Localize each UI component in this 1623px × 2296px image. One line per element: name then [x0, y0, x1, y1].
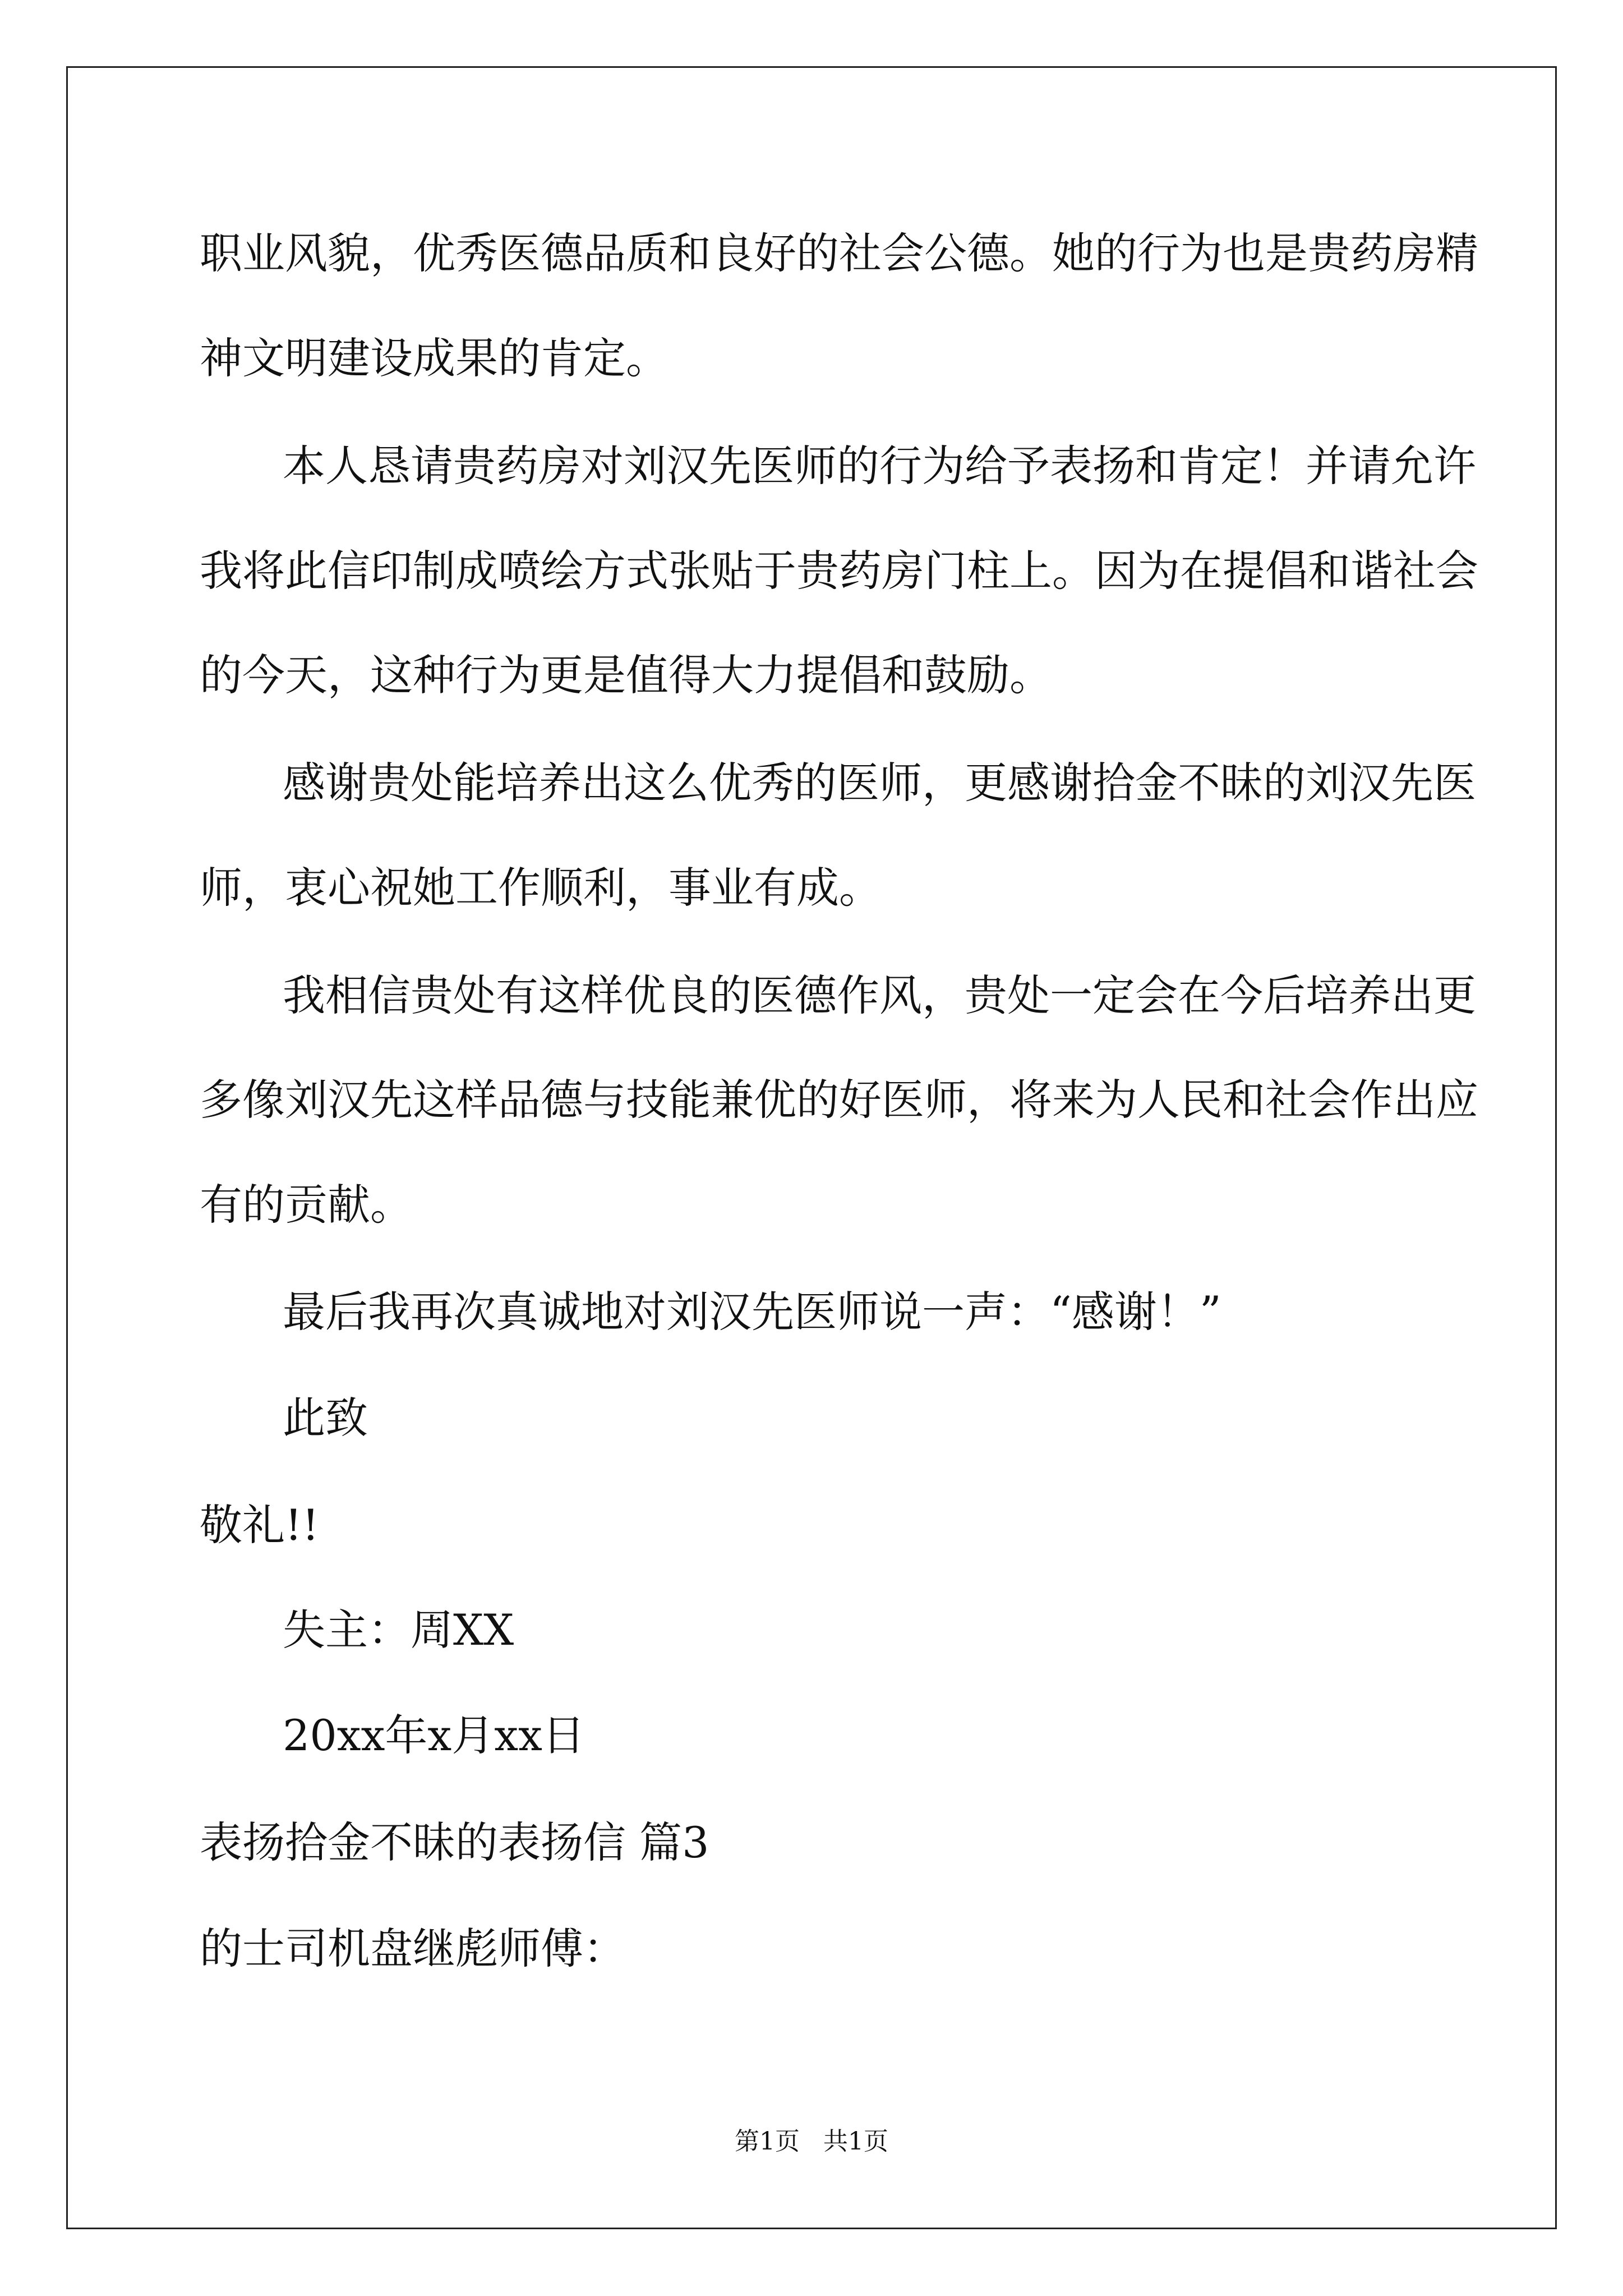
text-line: 本人恳请贵药房对刘汉先医师的行为给予表扬和肯定！并请允许 [283, 441, 1476, 491]
text-line: 表扬拾金不昧的表扬信 篇3 [200, 1818, 709, 1867]
text-line: 师，衷心祝她工作顺利，事业有成。 [200, 863, 882, 913]
text-line: 20xx年x月xx日 [283, 1710, 585, 1760]
text-line: 我将此信印制成喷绘方式张贴于贵药房门柱上。因为在提倡和谐社会 [200, 546, 1478, 596]
page-border [66, 66, 1557, 2229]
text-line: 多像刘汉先这样品德与技能兼优的好医师，将来为人民和社会作出应 [200, 1075, 1478, 1125]
text-line: 最后我再次真诚地对刘汉先医师说一声：“感谢！” [283, 1287, 1221, 1337]
text-line: 感谢贵处能培养出这么优秀的医师，更感谢拾金不昧的刘汉先医 [283, 758, 1476, 808]
page-footer: 第1页 共1页 [735, 2127, 888, 2156]
text-line: 的士司机盘继彪师傅： [200, 1924, 626, 1973]
text-line: 职业风貌，优秀医德品质和良好的社会公德。她的行为也是贵药房精 [200, 228, 1478, 278]
text-line: 的今天，这种行为更是值得大力提倡和鼓励。 [200, 650, 1052, 700]
text-line: 有的贡献。 [200, 1180, 413, 1230]
text-line: 神文明建设成果的肯定。 [200, 333, 668, 383]
text-line: 失主：周XX [283, 1605, 514, 1655]
text-line: 敬礼!! [200, 1500, 320, 1550]
text-line: 我相信贵处有这样优良的医德作风，贵处一定会在今后培养出更 [283, 970, 1476, 1020]
text-line: 此致 [283, 1393, 368, 1443]
